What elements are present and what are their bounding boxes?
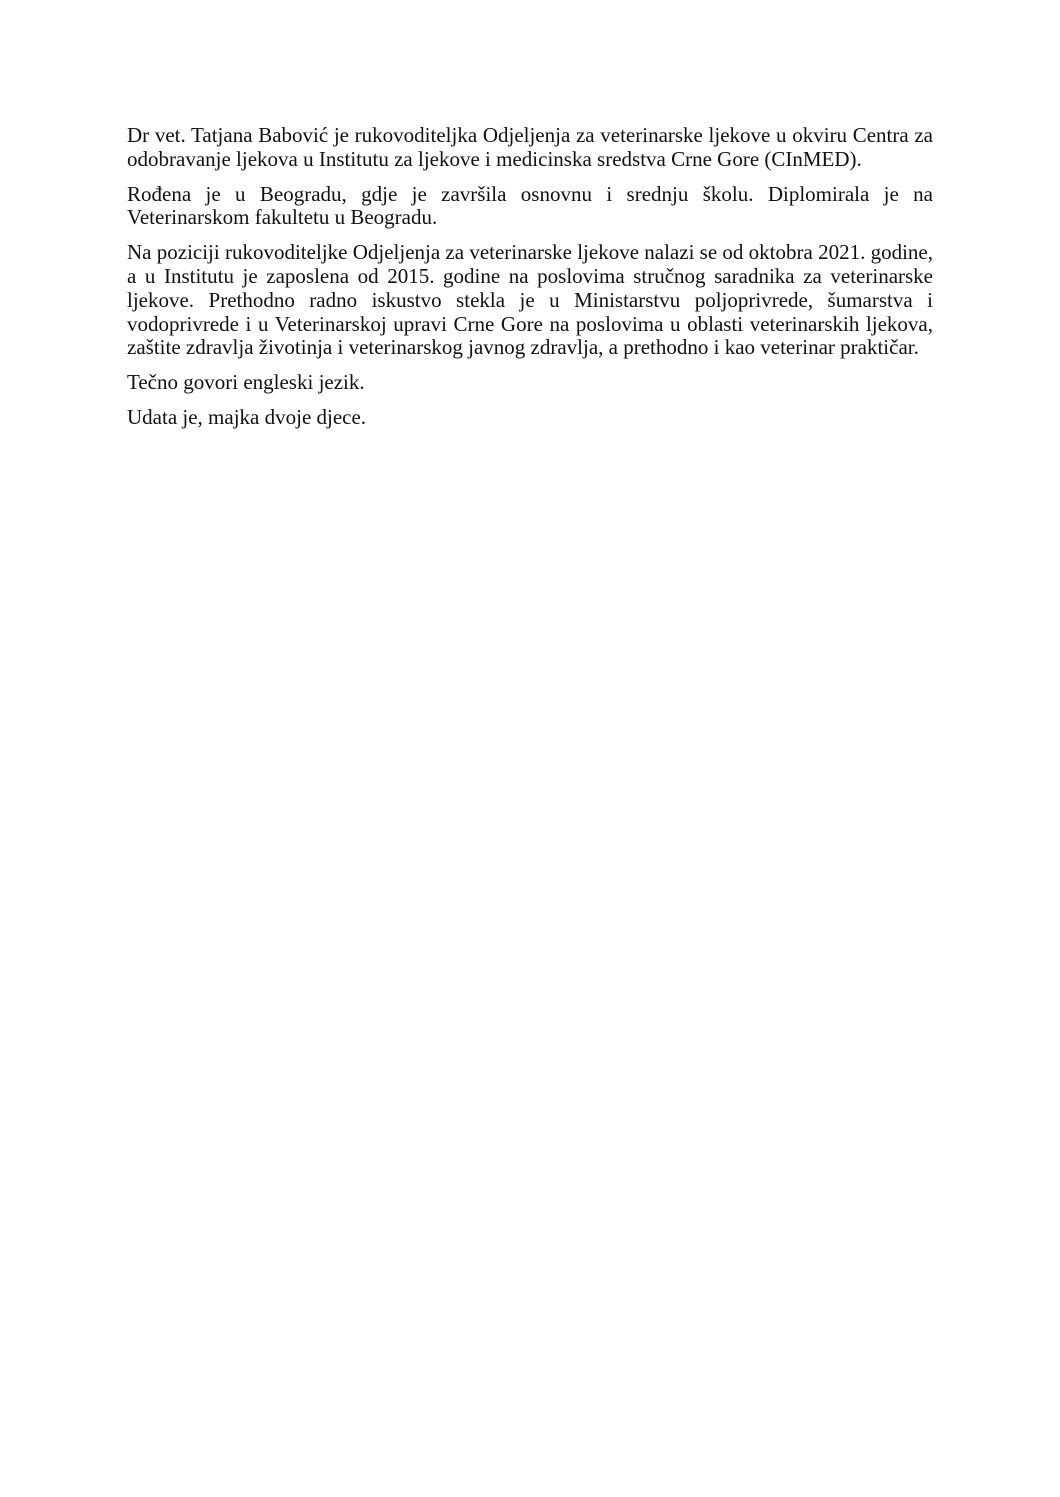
paragraph-languages: Tečno govori engleski jezik. <box>127 370 365 395</box>
paragraph-family: Udata je, majka dvoje djece. <box>127 404 367 429</box>
paragraph-career: Na poziciji rukovoditeljke Odjeljenja za veterinarske ljekove nalazi se od oktobra 2021. godine, a u Institutu je zaposlena od 2015. godine na poslovima stručnog saradnika za veterinarske ljekove. Prethodno radno iskustvo stekla je u Ministarstvu poljoprivrede, šumarstva i vodoprivrede i u Veterinarskoj upravi Crne Gore na poslovima u oblasti veterinarskih ljekova, zaštite zdravlja životinja i veterinarskog javnog zdravlja, a prethodno i kao veterinar praktičar. <box>127 240 933 360</box>
document-body <box>127 124 933 441</box>
paragraph-intro: Dr vet. Tatjana Babović je rukovoditeljka Odjeljenja za veterinarske ljekove u okviru Centra za odobravanje ljekova u Institutu za ljekove i medicinska sredstva Crne Gore (CInMED). <box>127 123 933 171</box>
paragraph-education: Rođena je u Beogradu, gdje je završila osnovnu i srednju školu. Diplomirala je na Veterinarskom fakultetu u Beogradu. <box>127 181 933 230</box>
